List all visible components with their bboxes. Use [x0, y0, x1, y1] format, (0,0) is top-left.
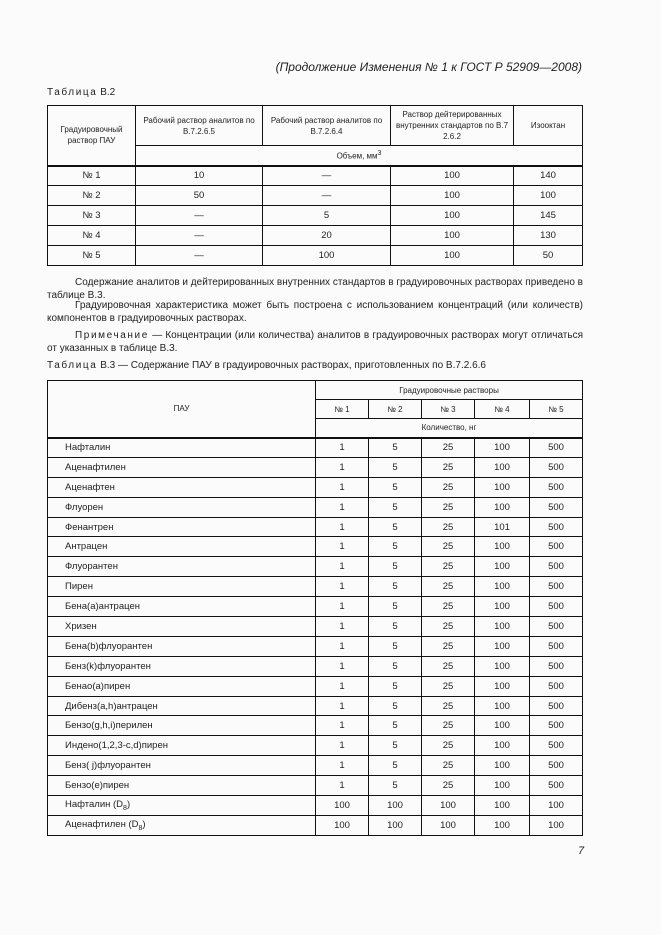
cell-value: 100 [391, 246, 514, 266]
cell-value: 5 [369, 517, 422, 537]
cell-value: 25 [422, 716, 475, 736]
note [47, 330, 583, 355]
cell-value: 5 [369, 776, 422, 796]
cell-value: 100 [475, 557, 530, 577]
table-row [48, 617, 583, 637]
table-row [48, 517, 583, 537]
cell-value: 500 [530, 696, 583, 716]
caption-word: Таблица [47, 87, 98, 98]
cell-value: 25 [422, 676, 475, 696]
cell-value: 10 [136, 166, 263, 186]
cell-value: 100 [475, 736, 530, 756]
cell-value: 500 [530, 716, 583, 736]
cell-value: 100 [475, 477, 530, 497]
cell-value: — [136, 226, 263, 246]
cell-value: 100 [475, 497, 530, 517]
cell-value: 100 [391, 186, 514, 206]
table-row [48, 537, 583, 557]
cell-value: 500 [530, 438, 583, 458]
caption-number: В.2 [100, 87, 116, 98]
cell-value: 145 [514, 206, 583, 226]
table-row [48, 776, 583, 796]
cell-value: 1 [316, 537, 369, 557]
table-row [48, 716, 583, 736]
cell-value: 100 [475, 815, 530, 835]
header-solution-number: № 5 [530, 400, 583, 419]
header-calibration-solution: Градуировочный раствор ПАУ [48, 106, 136, 166]
cell-value: 1 [316, 457, 369, 477]
table-row [48, 246, 583, 266]
cell-value: 25 [422, 597, 475, 617]
cell-value: 1 [316, 438, 369, 458]
cell-value: 25 [422, 557, 475, 577]
cell-value: 500 [530, 497, 583, 517]
table-row [48, 656, 583, 676]
cell-value: 25 [422, 756, 475, 776]
cell-value: — [136, 206, 263, 226]
row-label: № 1 [48, 166, 136, 186]
cell-value: 50 [136, 186, 263, 206]
cell-value: 500 [530, 537, 583, 557]
table-row [48, 438, 583, 458]
row-label: № 2 [48, 186, 136, 206]
cell-value: 100 [475, 776, 530, 796]
table-b2-caption [47, 87, 115, 98]
cell-value: 1 [316, 617, 369, 637]
table-row [48, 477, 583, 497]
cell-value: 100 [475, 636, 530, 656]
caption-word: Таблица [47, 360, 98, 371]
cell-value: 1 [316, 636, 369, 656]
header-isooctane: Изооктан [514, 106, 583, 146]
cell-value: 100 [475, 537, 530, 557]
cell-value: 5 [369, 756, 422, 776]
cell-value: 25 [422, 636, 475, 656]
cell-value: 1 [316, 557, 369, 577]
table-row [48, 497, 583, 517]
cell-value: — [136, 246, 263, 266]
cell-value: 500 [530, 557, 583, 577]
note-label: Примечание [75, 330, 149, 341]
table-row [48, 166, 583, 186]
cell-value: 25 [422, 537, 475, 557]
cell-value: 500 [530, 656, 583, 676]
compound-name: Бенз(k)флуорантен [48, 656, 316, 676]
cell-value: 500 [530, 776, 583, 796]
cell-value: 100 [316, 815, 369, 835]
compound-name: Бенз( j)флуорантен [48, 756, 316, 776]
table-row [48, 597, 583, 617]
header-deuterated-standards: Раствор дейтерированных внутренних стандартов по В.7 2.6.2 [391, 106, 514, 146]
cell-value: 5 [263, 206, 391, 226]
compound-name: Нафталин [48, 438, 316, 458]
cell-value: 500 [530, 756, 583, 776]
compound-name: Бензо(е)пирен [48, 776, 316, 796]
running-header: (Продолжение Изменения № 1 к ГОСТ Р 52909—2008) [275, 60, 582, 74]
compound-name: Бензо(g,h,i)перилен [48, 716, 316, 736]
paragraph-content: Содержание аналитов и дейтерированных внутренних стандартов в градуировочных растворах приведено в таблице В.3. [47, 277, 583, 301]
row-label: № 3 [48, 206, 136, 226]
header-pah: ПАУ [48, 381, 316, 438]
cell-value: 500 [530, 736, 583, 756]
cell-value: 5 [369, 617, 422, 637]
row-label: № 4 [48, 226, 136, 246]
compound-name: Аценафтилен $(D_8)$ [48, 815, 316, 835]
table-row [48, 636, 583, 656]
table-b3 [47, 380, 583, 836]
cell-value: 25 [422, 517, 475, 537]
cell-value: 100 [475, 617, 530, 637]
compound-name: Индено(1,2,3-c,d)пирен [48, 736, 316, 756]
note-text: — Концентрации (или количества) аналитов в градуировочных растворах могут отличаться от указанных в таблице В.3. [47, 330, 583, 354]
cell-value: 1 [316, 577, 369, 597]
cell-value: 101 [475, 517, 530, 537]
compound-name: Дибенз(а,h)антрацен [48, 696, 316, 716]
cell-value: 1 [316, 497, 369, 517]
cell-value: 1 [316, 736, 369, 756]
cell-value: 1 [316, 696, 369, 716]
cell-value: 5 [369, 597, 422, 617]
cell-value: 100 [475, 696, 530, 716]
cell-value: 100 [316, 796, 369, 816]
table-b2 [47, 105, 583, 266]
table-row [48, 457, 583, 477]
cell-value: 25 [422, 617, 475, 637]
cell-value: 25 [422, 497, 475, 517]
paragraph-calibration: Градуировочная характеристика может быть построена с использованием концентраций (или количеств) компонентов в градуировочных растворах. [47, 300, 583, 324]
table-row [48, 696, 583, 716]
header-volume-unit: Объем, $мм^3$ [136, 146, 583, 166]
header-solution-number: № 3 [422, 400, 475, 419]
cell-value: 100 [530, 796, 583, 816]
compound-name: Нафталин $(D_8)$ [48, 796, 316, 816]
page-number: 7 [578, 845, 585, 857]
cell-value: 100 [475, 756, 530, 776]
cell-value: 25 [422, 457, 475, 477]
cell-value: 5 [369, 577, 422, 597]
cell-value: 100 [475, 597, 530, 617]
table-row [48, 676, 583, 696]
cell-value: 20 [263, 226, 391, 246]
cell-value: 5 [369, 438, 422, 458]
cell-value: 100 [422, 796, 475, 816]
cell-value: 5 [369, 537, 422, 557]
cell-value: — [263, 186, 391, 206]
cell-value: — [263, 166, 391, 186]
cell-value: 100 [475, 457, 530, 477]
cell-value: 1 [316, 597, 369, 617]
header-solution-number: № 2 [369, 400, 422, 419]
cell-value: 140 [514, 166, 583, 186]
cell-value: 100 [475, 676, 530, 696]
cell-value: 130 [514, 226, 583, 246]
cell-value: 50 [514, 246, 583, 266]
cell-value: 500 [530, 457, 583, 477]
table-row [48, 557, 583, 577]
compound-name: Фенантрен [48, 517, 316, 537]
cell-value: 5 [369, 636, 422, 656]
cell-value: 5 [369, 676, 422, 696]
cell-value: 100 [422, 815, 475, 835]
table-row [48, 226, 583, 246]
header-amount-unit: Количество, нг [316, 419, 583, 438]
cell-value: 25 [422, 577, 475, 597]
cell-value: 1 [316, 776, 369, 796]
cell-value: 100 [391, 226, 514, 246]
header-calibration-solutions: Градуировочные растворы [316, 381, 583, 400]
compound-name: Аценафтен [48, 477, 316, 497]
table-row [48, 756, 583, 776]
cell-value: 25 [422, 736, 475, 756]
header-solution-number: № 1 [316, 400, 369, 419]
table-row [48, 736, 583, 756]
compound-name: Антрацен [48, 537, 316, 557]
table-row [48, 186, 583, 206]
cell-value: 5 [369, 477, 422, 497]
table-row [48, 206, 583, 226]
cell-value: 100 [391, 166, 514, 186]
compound-name: Хризен [48, 617, 316, 637]
table-row [48, 577, 583, 597]
compound-name: Аценафтилен [48, 457, 316, 477]
cell-value: 5 [369, 656, 422, 676]
cell-value: 25 [422, 696, 475, 716]
cell-value: 100 [514, 186, 583, 206]
cell-value: 1 [316, 477, 369, 497]
cell-value: 25 [422, 438, 475, 458]
table-row [48, 796, 583, 816]
cell-value: 1 [316, 756, 369, 776]
cell-value: 100 [475, 796, 530, 816]
compound-name: Флуорен [48, 497, 316, 517]
compound-name: Бена(b)флуорантен [48, 636, 316, 656]
header-solution-number: № 4 [475, 400, 530, 419]
cell-value: 500 [530, 676, 583, 696]
cell-value: 5 [369, 557, 422, 577]
cell-value: 500 [530, 577, 583, 597]
cell-value: 500 [530, 617, 583, 637]
cell-value: 100 [530, 815, 583, 835]
cell-value: 500 [530, 477, 583, 497]
header-working-solution-2: Рабочий раствор аналитов по В.7.2.6.4 [263, 106, 391, 146]
compound-name: Бенао(а)пирен [48, 676, 316, 696]
cell-value: 100 [263, 246, 391, 266]
cell-value: 5 [369, 716, 422, 736]
cell-value: 100 [475, 656, 530, 676]
cell-value: 100 [391, 206, 514, 226]
compound-name: Пирен [48, 577, 316, 597]
cell-value: 1 [316, 656, 369, 676]
cell-value: 100 [475, 577, 530, 597]
cell-value: 100 [369, 815, 422, 835]
cell-value: 5 [369, 497, 422, 517]
row-label: № 5 [48, 246, 136, 266]
cell-value: 500 [530, 517, 583, 537]
cell-value: 25 [422, 477, 475, 497]
cell-value: 100 [475, 438, 530, 458]
cell-value: 100 [475, 716, 530, 736]
table-b3-caption [47, 360, 486, 371]
cell-value: 500 [530, 597, 583, 617]
cell-value: 5 [369, 457, 422, 477]
cell-value: 1 [316, 676, 369, 696]
cell-value: 500 [530, 636, 583, 656]
cell-value: 5 [369, 696, 422, 716]
caption-text: В.3 — Содержание ПАУ в градуировочных растворах, приготовленных по В.7.2.6.6 [100, 360, 486, 371]
cell-value: 1 [316, 716, 369, 736]
compound-name: Бена(а)антрацен [48, 597, 316, 617]
table-row [48, 815, 583, 835]
cell-value: 100 [369, 796, 422, 816]
cell-value: 5 [369, 736, 422, 756]
cell-value: 25 [422, 656, 475, 676]
cell-value: 1 [316, 517, 369, 537]
cell-value: 25 [422, 776, 475, 796]
header-working-solution-1: Рабочий раствор аналитов по В.7.2.6.5 [136, 106, 263, 146]
compound-name: Флуорантен [48, 557, 316, 577]
